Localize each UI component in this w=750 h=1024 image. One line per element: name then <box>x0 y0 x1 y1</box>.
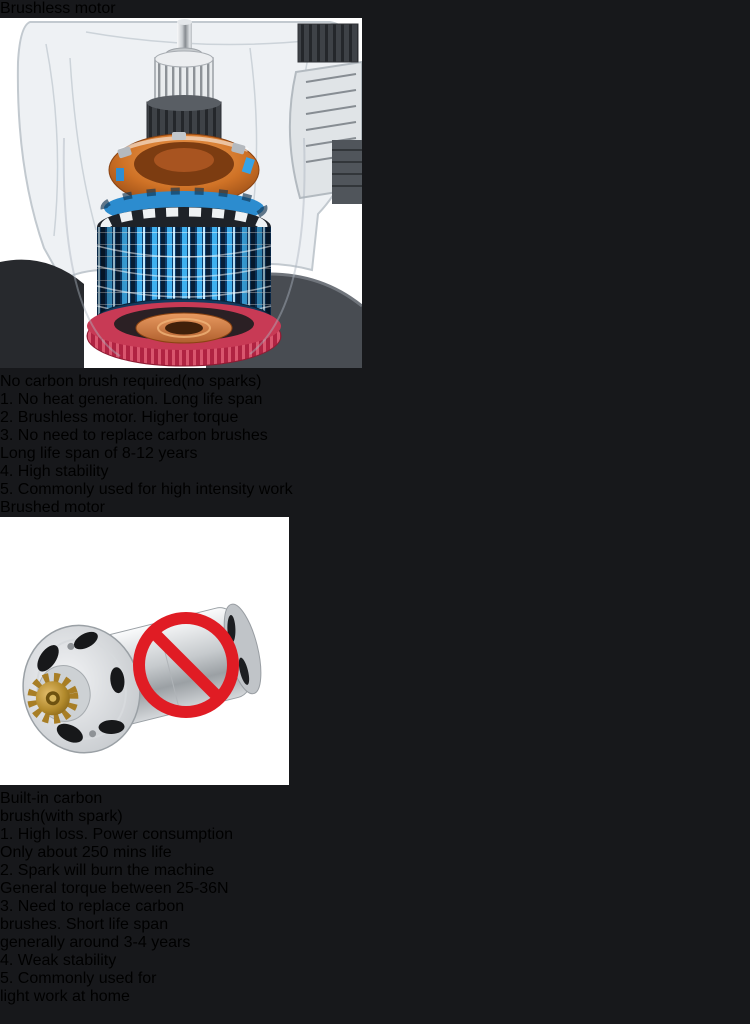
list-item: generally around 3-4 years <box>0 934 191 951</box>
brushless-header <box>0 0 750 18</box>
brushed-subheading-line2: brush(with spark) <box>0 808 123 825</box>
brushed-header <box>0 499 750 517</box>
list-item: 5. Commonly used for high intensity work <box>0 481 293 498</box>
brushed-title: Brushed motor <box>0 499 105 516</box>
brushed-subheading <box>0 790 750 826</box>
list-item: 5. Commonly used for <box>0 970 157 987</box>
list-item: 3. Need to replace carbon <box>0 898 185 915</box>
list-item: 3. No need to replace carbon brushes <box>0 427 268 444</box>
tool-panel-lines <box>225 20 525 172</box>
list-item: 4. Weak stability <box>0 952 117 969</box>
list-item: 1. High loss. Power consumption <box>0 826 233 843</box>
brushed-motor-image <box>0 517 750 790</box>
list-item: 2. Spark will burn the machine <box>0 862 215 879</box>
list-item: 4. High stability <box>0 463 109 480</box>
brushed-subheading-line1: Built-in carbon <box>0 790 103 807</box>
list-item: General torque between 25-36N <box>0 880 229 897</box>
list-item: 2. Brushless motor. Higher torque <box>0 409 239 426</box>
brushless-title: Brushless motor <box>0 0 116 17</box>
brushed-card <box>0 499 750 1006</box>
list-item: Only about 250 mins life <box>0 844 172 861</box>
list-item: Long life span of 8-12 years <box>0 445 198 462</box>
list-item: 1. No heat generation. Long life span <box>0 391 263 408</box>
list-item: light work at home <box>0 988 130 1005</box>
list-item: brushes. Short life span <box>0 916 169 933</box>
brushless-points-list <box>0 391 750 499</box>
brushless-subheading: No carbon brush required(no sparks) <box>0 373 262 390</box>
brushed-points-list <box>0 826 750 1006</box>
